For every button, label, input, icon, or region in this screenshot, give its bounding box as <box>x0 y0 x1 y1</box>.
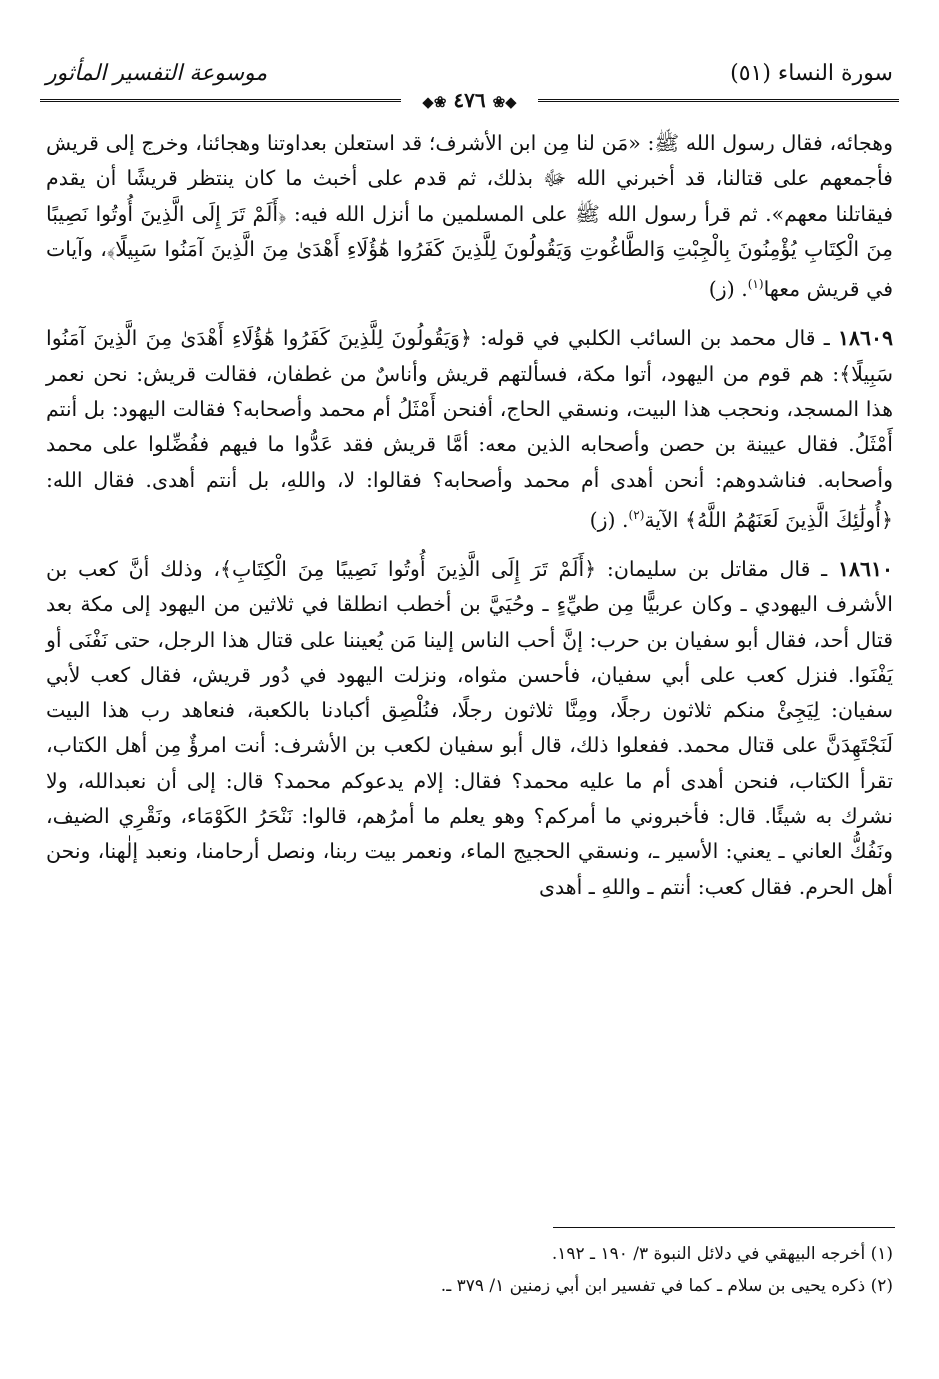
ornament-right: ❀◆ <box>492 93 517 111</box>
book-title: موسوعة التفسير المأثور <box>46 61 268 86</box>
page-number-group <box>40 88 899 112</box>
paragraph-18609 <box>46 321 893 538</box>
footnotes <box>46 1238 893 1302</box>
paragraph-continuation <box>46 126 893 307</box>
paragraph-gap <box>46 307 893 321</box>
footnote-ref: (١) <box>747 277 764 292</box>
source-code: . (ز) <box>708 277 748 302</box>
page-number: ٤٧٦ <box>453 88 486 112</box>
source-code: . (ز) <box>589 507 629 532</box>
paragraph-text: ـ قال مقاتل بن سليمان: ﴿أَلَمْ تَرَ إِلَى الَّذِينَ أُوتُوا نَصِيبًا مِنَ الْكِتَابِ﴾، وذلك أنَّ كعب بن الأشرف اليهودي ـ وكان عربيًّا مِن طيِّءٍ ـ وحُيَيَّ بن أخطب انطلقا في ثلاثين من اليهود إلى مكة بعد قتال أحد، فقال أبو سفيان بن حرب: إنَّ أحب الناس إلينا مَن يُعيننا على قتال هذا الرجل، حتى نَفْنَى أو يَفْنَوا. فنزل كعب على أبي سفيان، فأحسن مثواه، ونزلت اليهود في دُور قريش، فقال كعب لأبي سفيان: لِيَجِئْ منكم ثلاثون رجلًا، ومِنَّا ثلاثون رجلًا، فنُلْصِق أكبادنا بالكعبة، فنعاهد رب هذا البيت لَنَجْتَهِدَنَّ على قتال محمد. ففعلوا ذلك، قال أبو سفيان لكعب بن الأشرف: أنت امرؤٌ مِن أهل الكتاب، تقرأ الكتاب، فنحن أهدى أم ما عليه محمد؟ فقال: إلام يدعوكم محمد؟ قال: إلى أن نعبدالله، ولا نشرك به شيئًا. قال: فأخبروني ما أمركم؟ وهو يعلم ما أمرُهم، قالوا: نَنْحَرُ الكَوْمَاء، ونَقْرِي الضيف، ونَفُكُّ العاني ـ يعني: الأسير ـ، ونسقي الحجيج الماء، ونعمر بيت ربنا، ونصل أرحامنا، ونعبد إلٰهنا، ونحن أهل الحرم. فقال كعب: أنتم ـ واللهِ ـ أهدى <box>46 556 893 899</box>
ornament-left: ◆❀ <box>422 93 447 111</box>
page-header <box>40 55 899 112</box>
footnote-1: (١) أخرجه البيهقي في دلائل النبوة ٣/ ١٩٠ ـ ١٩٢. <box>551 1244 893 1264</box>
entry-number: ١٨٦٠٩ <box>837 326 893 351</box>
paragraph-text: وهجائه، فقال رسول الله ﷺ: «مَن لنا مِن ابن الأشرف؛ قد استعلن بعداوتنا وهجائنا، وخرج إلى قريش فأجمعهم على قتالنا، قد أخبرني الله ﷻ بذلك، ثم قدم على أخبث ما كان ينتظر قريشًا أن يقدم فيقاتلنا معهم». ثم قرأ رسول الله ﷺ على المسلمين ما أنزل الله فيه: ﴿أَلَمْ تَرَ إِلَى الَّذِينَ أُوتُوا نَصِيبًا مِنَ الْكِتَابِ يُؤْمِنُونَ بِالْجِبْتِ وَالطَّاغُوتِ وَيَقُولُونَ لِلَّذِينَ كَفَرُوا هَٰؤُلَاءِ أَهْدَىٰ مِنَ الَّذِينَ آمَنُوا سَبِيلًا﴾، وآيات في قريش معها <box>46 131 893 302</box>
footnote-ref: (٢) <box>628 507 645 522</box>
surah-title: سورة النساء (٥١) <box>730 61 893 86</box>
footnote-2: (٢) ذكره يحيى بن سلام ـ كما في تفسير ابن أبي زمنين ١/ ٣٧٩ ـ. <box>440 1276 893 1296</box>
paragraph-text: ـ قال محمد بن السائب الكلبي في قوله: ﴿وَيَقُولُونَ لِلَّذِينَ كَفَرُوا هَٰؤُلَاءِ أَهْدَىٰ مِنَ الَّذِينَ آمَنُوا سَبِيلًا﴾: هم قوم من اليهود، أتوا مكة، فسألتهم قريش وأناسٌ من غطفان، فقالت قريش: نحن نعمر هذا المسجد، ونحجب هذا البيت، ونسقي الحاج، أفنحن أَمْثَلُ أم محمد وأصحابه؟ فقالت اليهود: بل أنتم أَمْثَلُ. فقال عيينة بن حصن وأصحابه الذين معه: أمَّا قريش فقد عَدُّوا ما فيهم ففُضِّلوا على محمد وأصحابه. فناشدوهم: أنحن أهدى أم محمد وأصحابه؟ فقالوا: لا، واللهِ، بل أنتم أهدى. فقال الله: ﴿أُولَٰئِكَ الَّذِينَ لَعَنَهُمُ اللَّهُ﴾ الآية <box>46 326 893 532</box>
entry-number: ١٨٦١٠ <box>837 556 893 581</box>
footnote-separator <box>553 1227 895 1228</box>
paragraph-gap <box>46 538 893 552</box>
main-text <box>46 126 893 905</box>
paragraph-18610 <box>46 552 893 905</box>
